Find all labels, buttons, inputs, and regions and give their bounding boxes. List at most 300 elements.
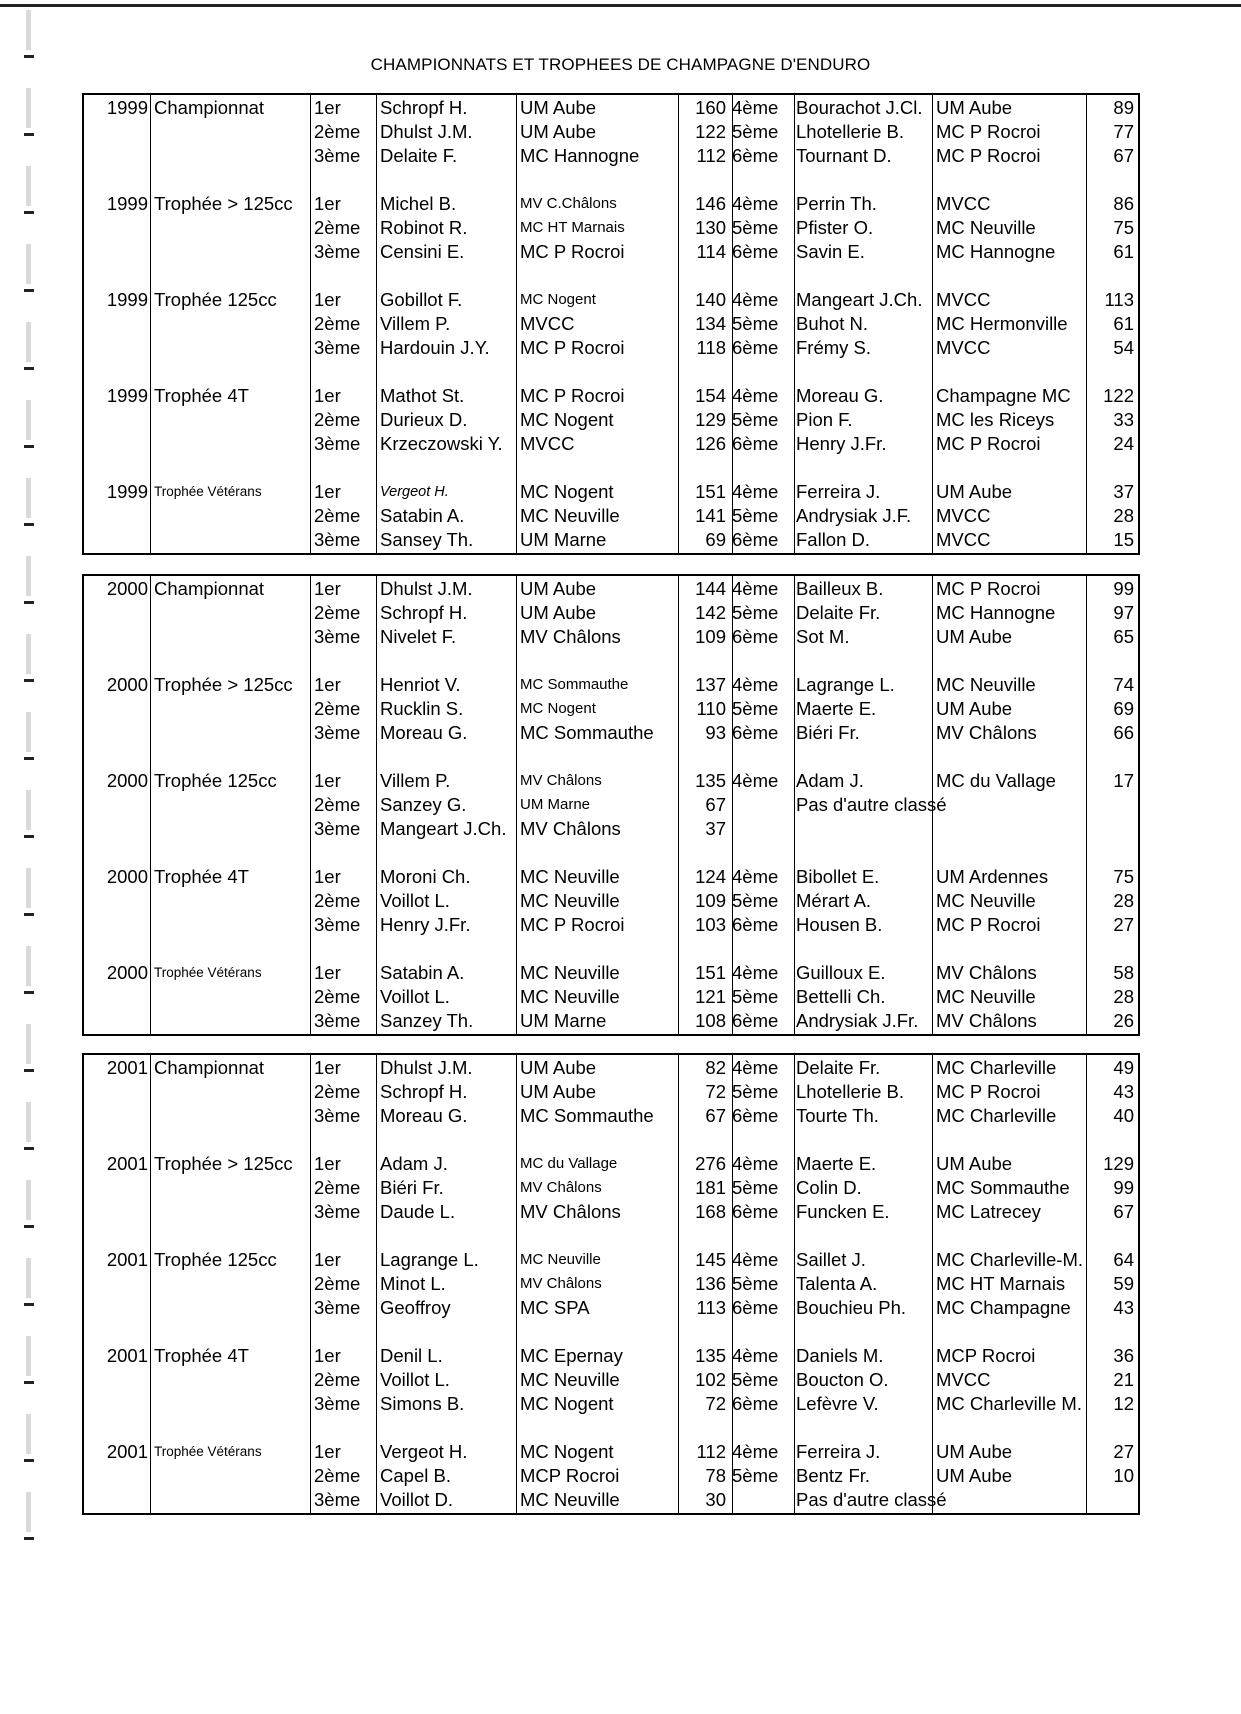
result-row	[84, 1272, 1138, 1296]
margin-tick	[24, 523, 34, 526]
rider-name: Ferreira J.	[796, 1441, 881, 1462]
season-year: 2001	[106, 1153, 148, 1174]
rank: 3ème	[314, 818, 361, 839]
rider-name: Minot L.	[380, 1273, 446, 1294]
points: 114	[696, 241, 726, 262]
club-name: UM Aube	[936, 698, 1013, 719]
points	[1088, 817, 1134, 841]
club-name: MV Châlons	[520, 1201, 621, 1222]
rider-name: Mathot St.	[380, 385, 465, 406]
rank: 2ème	[314, 1465, 361, 1486]
club-name: UM Aube	[936, 1441, 1013, 1462]
margin-tick	[24, 679, 34, 682]
club-name: MC Neuville	[520, 986, 620, 1007]
club-name: MC P Rocroi	[520, 241, 625, 262]
club-name: MC P Rocroi	[936, 145, 1041, 166]
rank: 3ème	[314, 241, 361, 262]
club-name: UM Marne	[520, 796, 591, 813]
rider-name: Bettelli Ch.	[796, 986, 886, 1007]
rank	[732, 817, 788, 841]
result-row	[84, 1368, 1138, 1392]
rider-name: Bibollet E.	[796, 866, 880, 887]
rider-name: Talenta A.	[796, 1273, 878, 1294]
margin-tick	[24, 913, 34, 916]
club-name: MC Champagne	[936, 1297, 1071, 1318]
points: 97	[1113, 602, 1134, 623]
category-label: Trophée 4T	[154, 866, 249, 887]
points: 67	[705, 794, 726, 815]
rider-name: Colin D.	[796, 1177, 862, 1198]
points: 75	[1113, 866, 1134, 887]
club-name: UM Aube	[520, 602, 597, 623]
rider-name: Sot M.	[796, 626, 850, 647]
club-name: MC Nogent	[520, 1441, 614, 1462]
rank: 3ème	[314, 1489, 361, 1510]
points: 86	[1113, 193, 1134, 214]
rank: 2ème	[314, 121, 361, 142]
rank: 1er	[314, 674, 341, 695]
rank: 3ème	[314, 1010, 361, 1031]
points: 110	[696, 698, 726, 719]
rank: 3ème	[314, 626, 361, 647]
club-name: MC Neuville	[936, 674, 1036, 695]
margin-tick	[24, 1147, 34, 1150]
rank: 3ème	[314, 1201, 361, 1222]
rider-name: Tourte Th.	[796, 1105, 879, 1126]
points: 134	[695, 313, 726, 334]
rank: 1er	[314, 289, 341, 310]
rank: 4ème	[732, 866, 779, 887]
rider-name: Maerte E.	[796, 1153, 877, 1174]
rank: 4ème	[732, 578, 779, 599]
rider-name: Guilloux E.	[796, 962, 886, 983]
points: 30	[705, 1489, 726, 1510]
margin-tick	[24, 1537, 34, 1540]
result-row	[84, 697, 1138, 721]
rider-name: Moreau G.	[796, 385, 884, 406]
rank: 2ème	[314, 409, 361, 430]
result-row	[84, 889, 1138, 913]
result-row	[84, 120, 1138, 144]
club-name: MCP Rocroi	[520, 1465, 620, 1486]
club-name: MC Neuville	[520, 1369, 620, 1390]
points: 112	[696, 1441, 726, 1462]
club-name	[936, 793, 1084, 817]
margin-tick	[24, 1303, 34, 1306]
points: 102	[695, 1369, 726, 1390]
season-year: 2000	[106, 770, 148, 791]
points: 67	[1113, 1201, 1134, 1222]
rider-name: Krzeczowski Y.	[380, 433, 503, 454]
category-label: Championnat	[154, 578, 265, 599]
rider-name: Daniels M.	[796, 1345, 884, 1366]
rider-name: Adam J.	[380, 1153, 448, 1174]
result-row	[84, 1176, 1138, 1200]
result-row	[84, 216, 1138, 240]
club-name: MC Sommauthe	[520, 722, 654, 743]
rank: 1er	[314, 481, 341, 502]
club-name: UM Aube	[520, 121, 597, 142]
club-name: MC Sommauthe	[936, 1177, 1070, 1198]
margin-bar	[26, 322, 31, 362]
rank: 2ème	[314, 602, 361, 623]
club-name: MC Nogent	[520, 481, 614, 502]
club-name: MC Hannogne	[936, 602, 1056, 623]
margin-bar	[26, 88, 31, 128]
season-year: 1999	[106, 289, 148, 310]
points: 21	[1113, 1369, 1134, 1390]
result-row	[84, 985, 1138, 1009]
margin-tick	[24, 133, 34, 136]
club-name: MV Châlons	[520, 1179, 602, 1196]
points: 67	[1113, 145, 1134, 166]
points: 146	[695, 193, 726, 214]
rider-name: Geoffroy	[380, 1297, 451, 1318]
rider-name: Simons B.	[380, 1393, 465, 1414]
points: 65	[1113, 626, 1134, 647]
club-name: UM Aube	[936, 1153, 1013, 1174]
category-label: Trophée Vétérans	[154, 484, 262, 499]
club-name: MV Châlons	[520, 1275, 602, 1292]
category-label: Trophée Vétérans	[154, 1444, 262, 1459]
rider-name: Schropf H.	[380, 602, 468, 623]
result-row	[84, 1152, 1138, 1176]
margin-bar	[26, 1492, 31, 1532]
points: 113	[1104, 289, 1134, 310]
rider-name: Durieux D.	[380, 409, 468, 430]
margin-tick	[24, 1381, 34, 1384]
rank: 2ème	[314, 1081, 361, 1102]
points: 12	[1113, 1393, 1134, 1414]
rank: 6ème	[732, 1393, 779, 1414]
rank: 1er	[314, 1345, 341, 1366]
rider-name: Buhot N.	[796, 313, 868, 334]
season-year: 2000	[106, 866, 148, 887]
margin-bar	[26, 1336, 31, 1376]
result-row	[84, 577, 1138, 601]
margin-bar	[26, 790, 31, 830]
rank	[732, 1488, 788, 1512]
club-name: MVCC	[520, 313, 575, 334]
points: 108	[695, 1010, 726, 1031]
points: 36	[1113, 1345, 1134, 1366]
rider-name: Lagrange L.	[796, 674, 895, 695]
club-name: UM Aube	[520, 578, 597, 599]
club-name: MC Nogent	[520, 700, 596, 717]
margin-tick	[24, 835, 34, 838]
points: 66	[1113, 722, 1134, 743]
club-name: MVCC	[936, 337, 991, 358]
rider-name: Bailleux B.	[796, 578, 884, 599]
rank: 3ème	[314, 1105, 361, 1126]
club-name: MC HT Marnais	[520, 219, 625, 236]
points: 122	[1103, 385, 1134, 406]
club-name: MC Charleville	[936, 1105, 1057, 1126]
margin-bar	[26, 10, 31, 50]
rank: 6ème	[732, 337, 779, 358]
result-row	[84, 1440, 1138, 1464]
rider-name: Pas d'autre classé	[796, 794, 947, 815]
result-row	[84, 1104, 1138, 1128]
result-row	[84, 793, 1138, 817]
result-row	[84, 961, 1138, 985]
rider-name: Andrysiak J.Fr.	[796, 1010, 919, 1031]
club-name: UM Ardennes	[936, 866, 1049, 887]
rider-name: Vergeot H.	[380, 1441, 468, 1462]
rank: 2ème	[314, 1177, 361, 1198]
rank: 1er	[314, 1153, 341, 1174]
rider-name: Housen B.	[796, 914, 883, 935]
club-name: MC Neuville	[936, 986, 1036, 1007]
club-name: MV Châlons	[936, 722, 1037, 743]
points: 140	[695, 289, 726, 310]
club-name: UM Aube	[520, 1081, 597, 1102]
points: 33	[1113, 409, 1134, 430]
points: 113	[696, 1297, 726, 1318]
margin-tick	[24, 991, 34, 994]
category-label: Trophée > 125cc	[154, 1153, 293, 1174]
rank: 6ème	[732, 1297, 779, 1318]
rank: 5ème	[732, 698, 779, 719]
result-row	[84, 384, 1138, 408]
rider-name: Bouchieu Ph.	[796, 1297, 907, 1318]
rank: 6ème	[732, 722, 779, 743]
club-name: MC Hermonville	[936, 313, 1068, 334]
club-name: MV C.Châlons	[520, 195, 617, 212]
rider-name: Robinot R.	[380, 217, 468, 238]
club-name: MC Nogent	[520, 1393, 614, 1414]
points: 142	[695, 602, 726, 623]
rank: 4ème	[732, 193, 779, 214]
rider-name: Voillot L.	[380, 1369, 450, 1390]
points: 109	[695, 626, 726, 647]
results-block-2000	[82, 574, 1140, 1036]
result-row	[84, 865, 1138, 889]
points: 145	[695, 1249, 726, 1270]
points: 40	[1113, 1105, 1134, 1126]
club-name: MC Sommauthe	[520, 1105, 654, 1126]
club-name: UM Marne	[520, 1010, 607, 1031]
rank: 4ème	[732, 1441, 779, 1462]
club-name: MC Latrecey	[936, 1201, 1041, 1222]
rider-name: Capel B.	[380, 1465, 451, 1486]
club-name: MC Hannogne	[936, 241, 1056, 262]
points: 126	[695, 433, 726, 454]
points: 137	[695, 674, 726, 695]
club-name: MC Charleville	[936, 1057, 1057, 1078]
points: 135	[695, 1345, 726, 1366]
result-row	[84, 144, 1138, 168]
club-name: UM Aube	[936, 97, 1013, 118]
rider-name: Ferreira J.	[796, 481, 881, 502]
rank: 1er	[314, 1057, 341, 1078]
points: 43	[1113, 1081, 1134, 1102]
rank: 4ème	[732, 385, 779, 406]
rider-name: Censini E.	[380, 241, 465, 262]
club-name: MC du Vallage	[520, 1155, 618, 1172]
club-name: UM Aube	[520, 97, 597, 118]
rank: 1er	[314, 962, 341, 983]
rider-name: Moreau G.	[380, 722, 468, 743]
club-name: MC P Rocroi	[936, 578, 1041, 599]
rider-name: Adam J.	[796, 770, 864, 791]
season-year: 1999	[106, 193, 148, 214]
rider-name: Biéri Fr.	[380, 1177, 444, 1198]
rank: 3ème	[314, 145, 361, 166]
club-name: MV Châlons	[936, 1010, 1037, 1031]
points: 17	[1113, 770, 1134, 791]
rider-name: Lagrange L.	[380, 1249, 479, 1270]
margin-tick	[24, 289, 34, 292]
points: 28	[1113, 890, 1134, 911]
rank: 1er	[314, 1441, 341, 1462]
result-row	[84, 1296, 1138, 1320]
points: 43	[1113, 1297, 1134, 1318]
points: 124	[695, 866, 726, 887]
points: 103	[695, 914, 726, 935]
rider-name: Mangeart J.Ch.	[380, 818, 507, 839]
rider-name: Villem P.	[380, 770, 451, 791]
margin-bar	[26, 166, 31, 206]
rider-name: Tournant D.	[796, 145, 892, 166]
rank: 2ème	[314, 890, 361, 911]
result-row	[84, 673, 1138, 697]
rank: 2ème	[314, 1369, 361, 1390]
rank: 5ème	[732, 602, 779, 623]
rider-name: Frémy S.	[796, 337, 872, 358]
rider-name: Lhotellerie B.	[796, 1081, 904, 1102]
category-label: Championnat	[154, 1057, 265, 1078]
club-name: MC Sommauthe	[520, 676, 629, 693]
rank: 5ème	[732, 121, 779, 142]
rank: 5ème	[732, 313, 779, 334]
rank: 6ème	[732, 1105, 779, 1126]
margin-bar	[26, 244, 31, 284]
club-name: MVCC	[936, 193, 991, 214]
results-block-1999	[82, 93, 1140, 555]
rank: 6ème	[732, 1010, 779, 1031]
rank: 1er	[314, 866, 341, 887]
points: 151	[695, 481, 726, 502]
rank: 4ème	[732, 770, 779, 791]
margin-bar	[26, 1102, 31, 1142]
rider-name: Dhulst J.M.	[380, 578, 473, 599]
margin-bar	[26, 400, 31, 440]
rank: 4ème	[732, 674, 779, 695]
rank: 4ème	[732, 1153, 779, 1174]
rider-name: Pion F.	[796, 409, 853, 430]
club-name: MC Nogent	[520, 409, 614, 430]
result-row	[84, 1009, 1138, 1033]
points: 54	[1113, 337, 1134, 358]
points: 27	[1113, 914, 1134, 935]
club-name	[936, 1488, 1084, 1512]
rank: 3ème	[314, 337, 361, 358]
rider-name	[796, 817, 936, 841]
season-year: 1999	[106, 481, 148, 502]
points: 129	[1103, 1153, 1134, 1174]
category-label: Trophée 125cc	[154, 1249, 277, 1270]
rider-name: Funcken E.	[796, 1201, 890, 1222]
rider-name: Bourachot J.Cl.	[796, 97, 923, 118]
rider-name: Biéri Fr.	[796, 722, 860, 743]
rank: 4ème	[732, 481, 779, 502]
points: 168	[695, 1201, 726, 1222]
club-name: UM Aube	[520, 1057, 597, 1078]
rider-name: Satabin A.	[380, 962, 465, 983]
margin-bar	[26, 1414, 31, 1454]
category-label: Trophée 125cc	[154, 770, 277, 791]
result-row	[84, 336, 1138, 360]
rank: 5ème	[732, 1273, 779, 1294]
margin-bar	[26, 478, 31, 518]
rider-name: Rucklin S.	[380, 698, 464, 719]
club-name: UM Aube	[936, 481, 1013, 502]
category-label: Trophée > 125cc	[154, 674, 293, 695]
points: 61	[1113, 313, 1134, 334]
rank: 3ème	[314, 914, 361, 935]
margin-bar	[26, 946, 31, 986]
rank: 5ème	[732, 986, 779, 1007]
rank: 2ème	[314, 986, 361, 1007]
points: 129	[695, 409, 726, 430]
result-row	[84, 1392, 1138, 1416]
points: 93	[705, 722, 726, 743]
rider-name: Delaite F.	[380, 145, 458, 166]
club-name: MC HT Marnais	[936, 1273, 1066, 1294]
rider-name: Denil L.	[380, 1345, 443, 1366]
points: 122	[695, 121, 726, 142]
rider-name: Gobillot F.	[380, 289, 463, 310]
points: 27	[1113, 1441, 1134, 1462]
points: 15	[1113, 529, 1134, 550]
rider-name: Nivelet F.	[380, 626, 457, 647]
season-year: 2001	[106, 1441, 148, 1462]
rider-name: Villem P.	[380, 313, 451, 334]
result-row	[84, 1488, 1138, 1512]
points: 112	[696, 145, 726, 166]
club-name: MC Neuville	[520, 505, 620, 526]
category-label: Championnat	[154, 97, 265, 118]
rank: 1er	[314, 97, 341, 118]
season-year: 2000	[106, 578, 148, 599]
rank: 1er	[314, 578, 341, 599]
club-name: MC SPA	[520, 1297, 590, 1318]
result-row	[84, 240, 1138, 264]
result-row	[84, 408, 1138, 432]
rank: 2ème	[314, 794, 361, 815]
season-year: 2001	[106, 1345, 148, 1366]
club-name: MC P Rocroi	[520, 337, 625, 358]
club-name: MC du Vallage	[936, 770, 1056, 791]
club-name: MC les Riceys	[936, 409, 1055, 430]
rank: 6ème	[732, 626, 779, 647]
result-row	[84, 1056, 1138, 1080]
result-row	[84, 601, 1138, 625]
club-name: MC Charleville M.	[936, 1393, 1082, 1414]
result-row	[84, 192, 1138, 216]
season-year: 1999	[106, 97, 148, 118]
club-name: MC Neuville	[936, 890, 1036, 911]
rank: 6ème	[732, 529, 779, 550]
binding-margin-marks	[10, 0, 40, 1714]
season-year: 2001	[106, 1057, 148, 1078]
category-label: Trophée 4T	[154, 385, 249, 406]
rank: 4ème	[732, 97, 779, 118]
rank: 5ème	[732, 505, 779, 526]
points: 61	[1113, 241, 1134, 262]
margin-tick	[24, 445, 34, 448]
